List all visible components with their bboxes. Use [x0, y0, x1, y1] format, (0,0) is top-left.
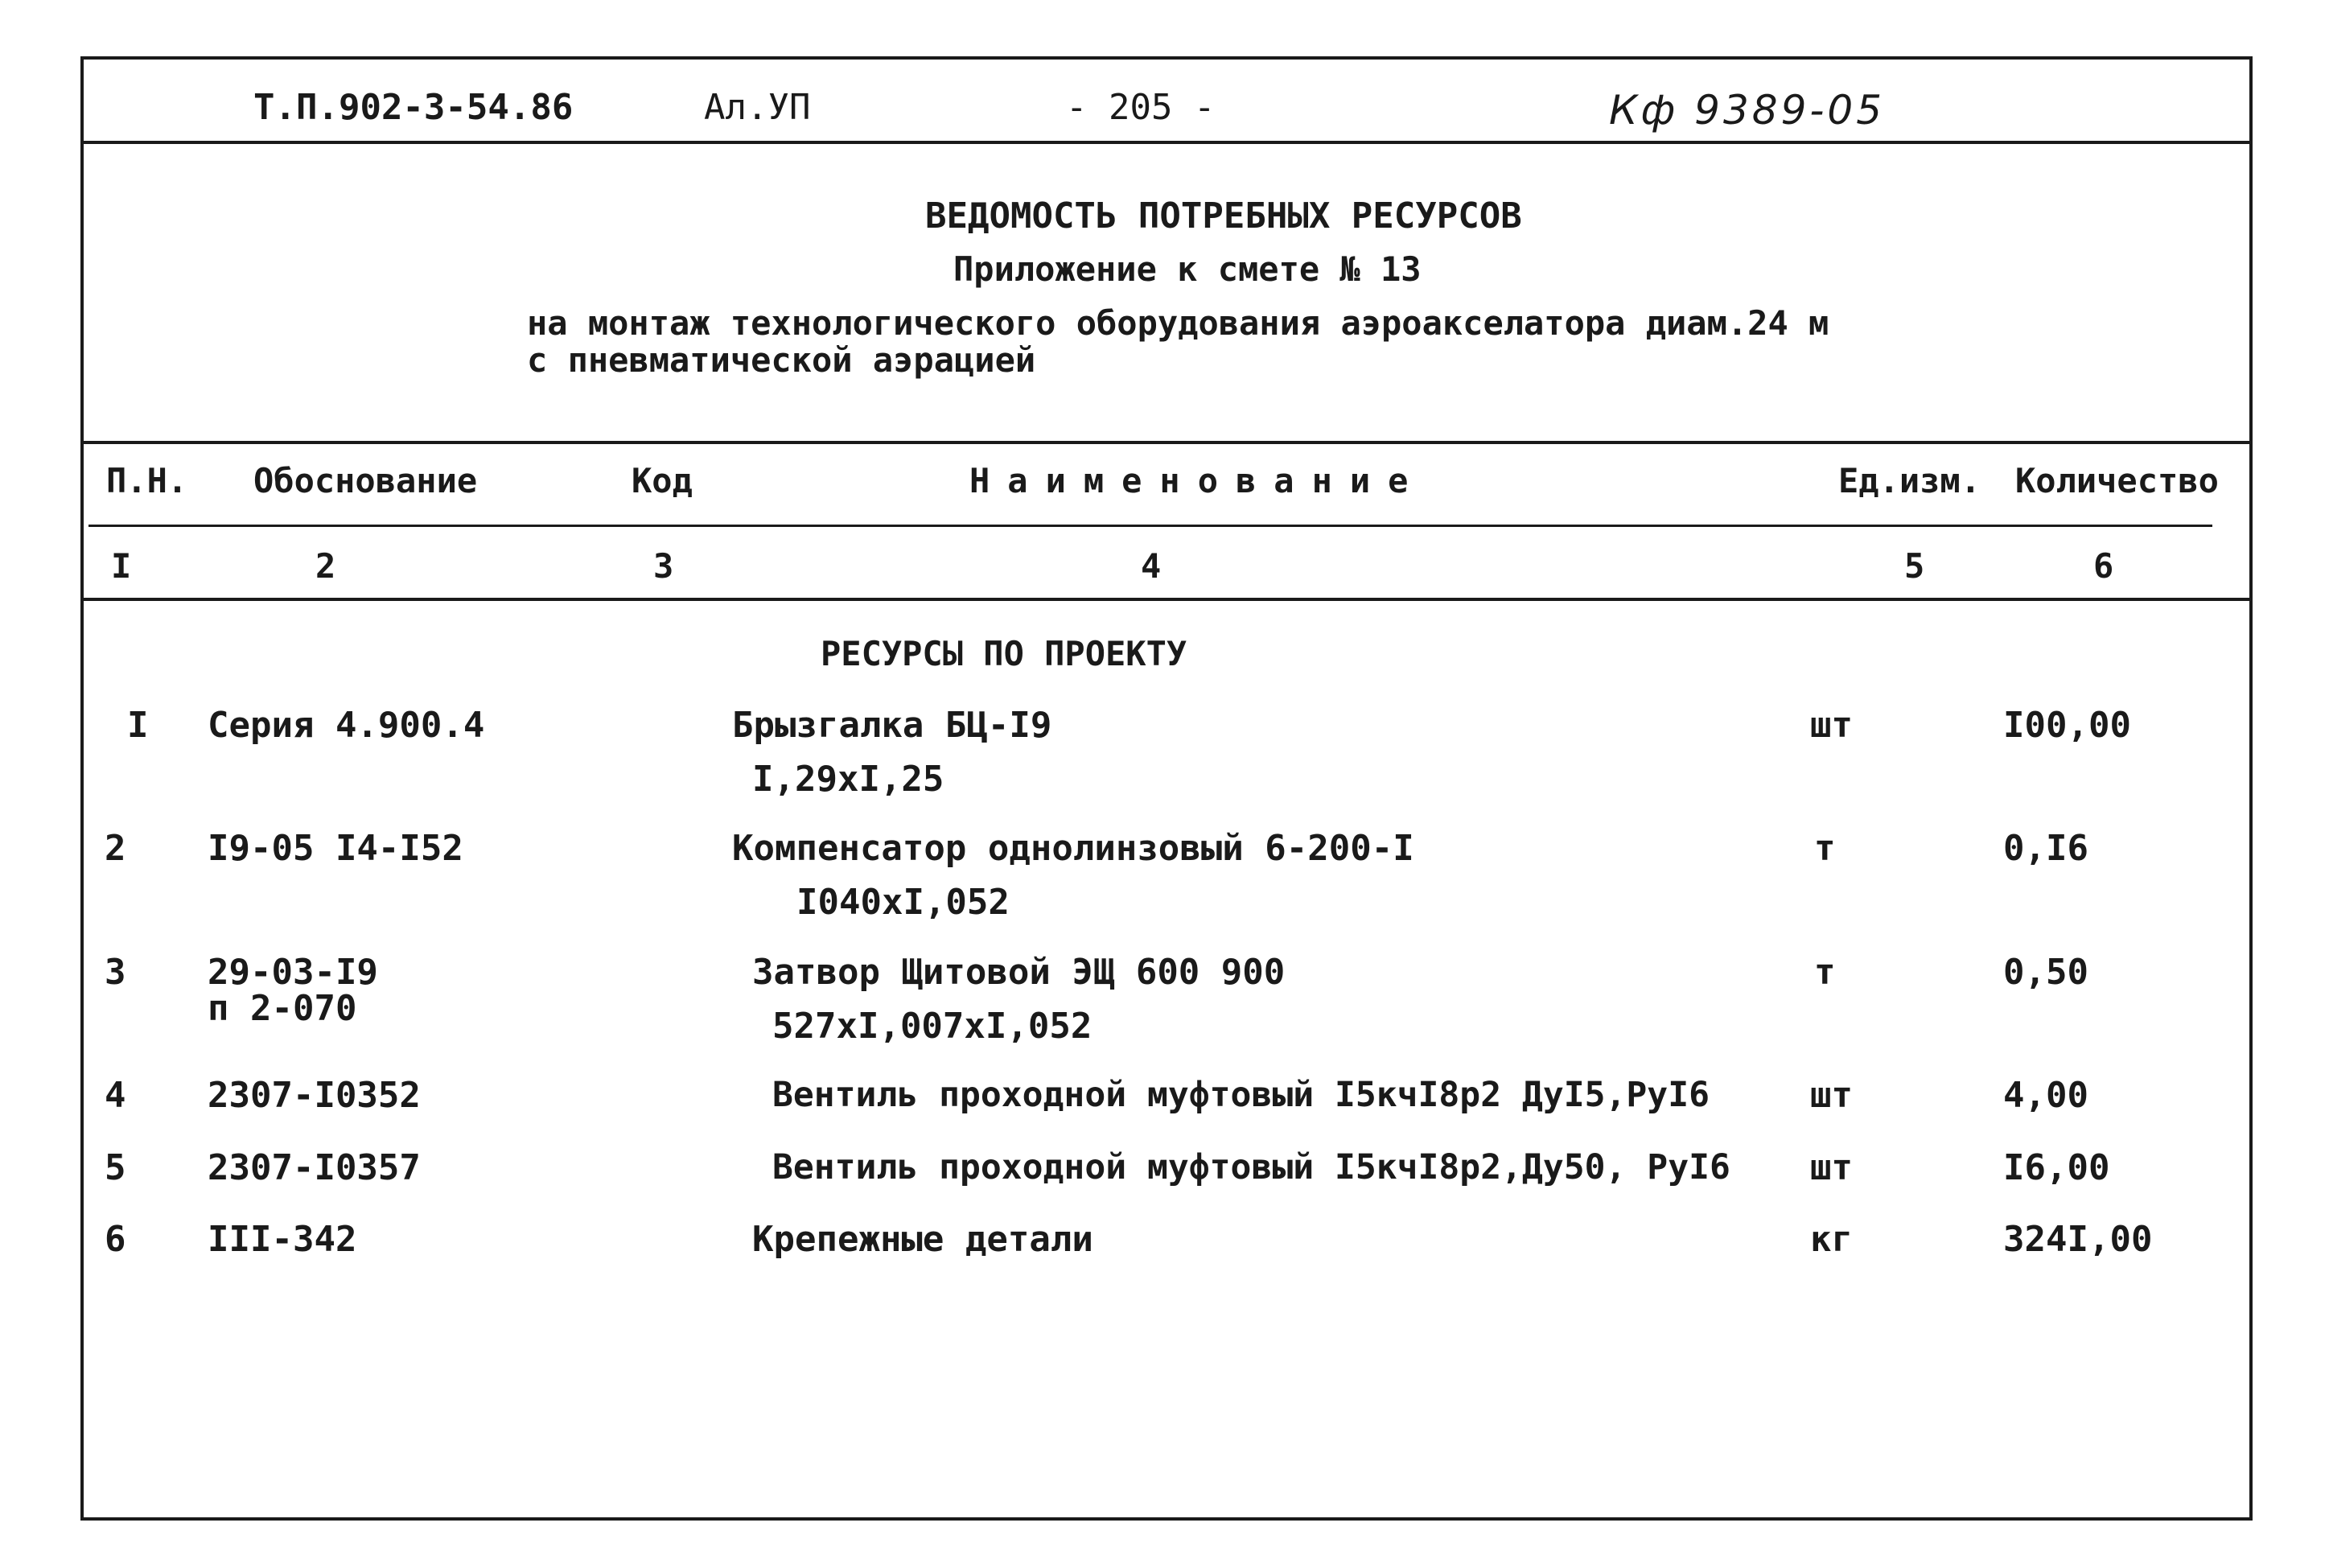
page-number: - 205 - [1066, 87, 1216, 128]
document-title: ВЕДОМОСТЬ ПОТРЕБНЫХ РЕСУРСОВ [925, 195, 1522, 237]
row-5-qty: I6,00 [2003, 1147, 2110, 1188]
row-2-unit: т [1814, 828, 1836, 869]
row-5-basis: 2307-I0357 [208, 1147, 421, 1188]
row-1-unit: шт [1810, 705, 1853, 746]
col-number-1: I [111, 546, 132, 586]
row-1-name-dims: I,29xI,25 [752, 759, 944, 800]
column-header-divider [88, 525, 2212, 527]
document-stamp: Кф 9389-05 [1609, 87, 1886, 134]
row-2-qty: 0,I6 [2003, 828, 2088, 869]
row-5-unit: шт [1810, 1147, 1853, 1188]
row-4-pn: 4 [105, 1075, 126, 1116]
row-4-basis: 2307-I0352 [208, 1075, 421, 1116]
header-divider [80, 141, 2253, 144]
row-6-qty: 324I,00 [2003, 1219, 2153, 1260]
row-3-name-dims: 527xI,007xI,052 [772, 1006, 1092, 1047]
row-4-qty: 4,00 [2003, 1075, 2088, 1116]
row-2-pn: 2 [105, 828, 126, 869]
row-1-basis: Серия 4.900.4 [208, 705, 485, 746]
row-4-unit: шт [1810, 1075, 1853, 1116]
appendix-label: Приложение к смете № 13 [953, 249, 1422, 289]
row-6-name: Крепежные детали [752, 1219, 1093, 1260]
row-3-basis-extra: п 2-070 [208, 988, 357, 1029]
col-number-3: 3 [653, 546, 674, 586]
title-divider [80, 441, 2253, 444]
column-number-divider [80, 598, 2253, 601]
row-1-name: Брызгалка БЦ-I9 [732, 705, 1052, 746]
row-3-basis: 29-03-I9 [208, 952, 378, 993]
row-2-basis: I9-05 I4-I52 [208, 828, 463, 869]
row-6-unit: кг [1810, 1219, 1853, 1260]
col-number-6: 6 [2093, 546, 2114, 586]
row-6-pn: 6 [105, 1219, 126, 1260]
row-5-name: Вентиль проходной муфтовый I5кчI8р2,Ду50, РуI6 [772, 1147, 1730, 1187]
col-header-pn: П.Н. [106, 461, 188, 500]
col-number-5: 5 [1904, 546, 1925, 586]
col-header-name: Наименование [969, 461, 1426, 500]
section-title: РЕСУРСЫ ПО ПРОЕКТУ [821, 634, 1187, 673]
col-header-code: Код [632, 461, 693, 500]
row-1-pn: I [127, 705, 149, 746]
row-1-qty: I00,00 [2003, 705, 2131, 746]
album-label: Ал.УП [704, 87, 811, 128]
col-header-qty: Количество [2015, 461, 2219, 500]
project-code: Т.П.902-3-54.86 [253, 87, 574, 128]
row-6-basis: III-342 [208, 1219, 357, 1260]
col-header-basis: Обоснование [253, 461, 478, 500]
row-3-name: Затвор Щитовой ЭЩ 600 900 [752, 952, 1286, 993]
description-line-1: на монтаж технологического оборудования аэроакселатора диам.24 м [527, 303, 1829, 343]
row-2-name-dims: I040xI,052 [796, 882, 1010, 923]
row-2-name: Компенсатор однолинзовый 6-200-I [732, 828, 1414, 869]
col-header-unit: Ед.изм. [1838, 461, 1981, 500]
row-4-name: Вентиль проходной муфтовый I5кчI8р2 ДуI5,РуI6 [772, 1075, 1710, 1115]
row-3-unit: т [1814, 952, 1836, 993]
row-5-pn: 5 [105, 1147, 126, 1188]
col-number-2: 2 [315, 546, 336, 586]
row-3-qty: 0,50 [2003, 952, 2088, 993]
row-3-pn: 3 [105, 952, 126, 993]
col-number-4: 4 [1141, 546, 1162, 586]
description-line-2: с пневматической аэрацией [527, 340, 1036, 380]
